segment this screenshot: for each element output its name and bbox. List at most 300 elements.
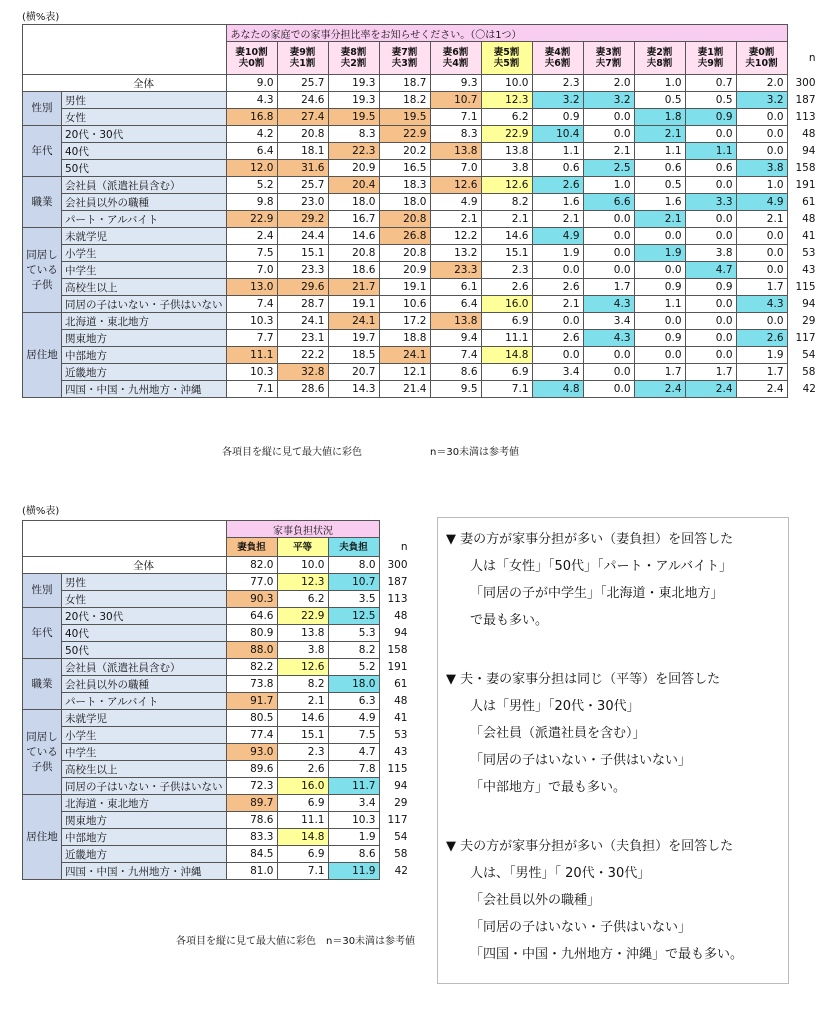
cell-value: 10.7 <box>430 92 481 109</box>
cell-value: 18.0 <box>379 194 430 211</box>
cell-value: 4.3 <box>583 296 634 313</box>
cell-value: 19.3 <box>328 75 379 92</box>
cell-value: 0.0 <box>736 245 787 262</box>
cell-value: 2.3 <box>481 262 532 279</box>
cell-value: 29.6 <box>277 279 328 296</box>
row-label: パート・アルバイト <box>62 211 227 228</box>
row-group-text: 同居し <box>26 248 58 261</box>
cell-value: 22.3 <box>328 143 379 160</box>
row-label: 中学生 <box>62 262 227 279</box>
table-row <box>23 381 819 398</box>
cell-value: 8.6 <box>328 846 379 863</box>
table-row <box>23 727 411 744</box>
cell-value: 1.0 <box>583 177 634 194</box>
column-header <box>379 42 430 75</box>
row-group-text: 子供 <box>31 278 53 291</box>
row-group <box>23 659 62 710</box>
cell-value: 0.7 <box>685 75 736 92</box>
cell-value: 2.6 <box>481 279 532 296</box>
cell-value: 1.0 <box>736 177 787 194</box>
cell-value: 0.9 <box>532 109 583 126</box>
column-header <box>226 42 277 75</box>
cell-value: 10.4 <box>532 126 583 143</box>
cell-value: 7.8 <box>328 761 379 778</box>
cell-value: 3.8 <box>277 642 328 659</box>
cell-value: 6.4 <box>430 296 481 313</box>
cell-value: 6.9 <box>277 795 328 812</box>
cell-value: 2.4 <box>736 381 787 398</box>
cell-value: 17.2 <box>379 313 430 330</box>
cell-n: 42 <box>802 383 816 395</box>
cell-value: 4.8 <box>532 381 583 398</box>
cell-value: 20.8 <box>379 211 430 228</box>
table-row <box>23 160 819 177</box>
table1-tag: (横%表) <box>22 12 60 23</box>
cell-value: 20.8 <box>277 126 328 143</box>
cell-value: 0.0 <box>685 126 736 143</box>
cell-value: 4.9 <box>532 228 583 245</box>
column-header-top: 妻1割 <box>697 47 724 58</box>
cell-value: 24.6 <box>277 92 328 109</box>
cell-value: 14.8 <box>481 347 532 364</box>
cell-value: 22.9 <box>226 211 277 228</box>
row-group <box>23 313 62 398</box>
row-label: 全体 <box>62 75 227 92</box>
cell-value: 4.7 <box>685 262 736 279</box>
column-header: 夫負担 <box>328 538 379 557</box>
cell-value: 19.7 <box>328 330 379 347</box>
cell-value: 0.0 <box>685 347 736 364</box>
cell-value: 0.0 <box>685 211 736 228</box>
cell-value: 1.1 <box>685 143 736 160</box>
row-group <box>23 228 62 313</box>
cell-value: 3.8 <box>736 160 787 177</box>
header-blank <box>23 25 227 75</box>
column-header-bottom: 夫4割 <box>442 58 469 69</box>
cell-value: 11.1 <box>277 812 328 829</box>
summary-line: 「同居の子が中学生」「北海道・東北地方」 <box>470 586 724 601</box>
cell-value: 7.5 <box>328 727 379 744</box>
cell-value: 1.7 <box>736 279 787 296</box>
row-group-text: 性別 <box>31 102 53 114</box>
cell-value: 18.5 <box>328 347 379 364</box>
column-header-top: 妻6割 <box>442 47 469 58</box>
n-header: n <box>400 541 408 553</box>
table-row <box>23 591 411 608</box>
row-group-blank <box>23 557 62 574</box>
cell-value: 7.4 <box>430 347 481 364</box>
cell-value: 0.0 <box>583 347 634 364</box>
cell-value: 28.7 <box>277 296 328 313</box>
table-row <box>23 347 819 364</box>
table-row <box>23 364 819 381</box>
row-label: 20代・30代 <box>62 608 227 625</box>
cell-value: 15.1 <box>277 727 328 744</box>
row-label: 男性 <box>62 92 227 109</box>
row-group <box>23 795 62 880</box>
column-header-top: 妻2割 <box>646 47 673 58</box>
cell-n: 187 <box>795 94 816 106</box>
row-group-text: 年代 <box>31 144 53 157</box>
cell-value: 72.3 <box>226 778 277 795</box>
table-row <box>23 262 819 279</box>
cell-value: 82.2 <box>226 659 277 676</box>
summary-line: 「中部地方」で最も多い。 <box>470 780 627 795</box>
cell-value: 0.5 <box>685 92 736 109</box>
cell-value: 20.8 <box>379 245 430 262</box>
cell-value: 8.3 <box>430 126 481 143</box>
cell-value: 6.9 <box>481 313 532 330</box>
cell-value: 15.1 <box>277 245 328 262</box>
cell-value: 12.6 <box>481 177 532 194</box>
share-ratio-table <box>22 24 819 398</box>
row-label: 北海道・東北地方 <box>62 313 227 330</box>
cell-value: 10.3 <box>226 313 277 330</box>
table-row <box>23 228 819 245</box>
cell-value: 0.0 <box>634 347 685 364</box>
cell-value: 81.0 <box>226 863 277 880</box>
row-label: 40代 <box>62 625 227 642</box>
column-header-bottom: 夫8割 <box>646 58 673 69</box>
cell-value: 20.8 <box>328 245 379 262</box>
cell-value: 12.5 <box>328 608 379 625</box>
cell-value: 18.0 <box>328 676 379 693</box>
column-header <box>328 42 379 75</box>
cell-value: 8.0 <box>328 557 379 574</box>
cell-value: 9.4 <box>430 330 481 347</box>
n-blank <box>787 25 818 42</box>
summary-line: 人は、「男性」「 20代・30代」 <box>470 866 651 881</box>
row-label: 北海道・東北地方 <box>62 795 227 812</box>
cell-value: 0.0 <box>736 262 787 279</box>
cell-value: 7.1 <box>481 381 532 398</box>
cell-value: 2.3 <box>277 744 328 761</box>
cell-n: 94 <box>802 298 816 310</box>
cell-value: 19.5 <box>328 109 379 126</box>
cell-value: 24.1 <box>328 313 379 330</box>
table-row <box>23 676 411 693</box>
cell-value: 23.3 <box>277 262 328 279</box>
cell-value: 12.6 <box>277 659 328 676</box>
cell-value: 0.0 <box>583 245 634 262</box>
cell-value: 0.0 <box>736 143 787 160</box>
cell-value: 25.7 <box>277 177 328 194</box>
table-row <box>23 211 819 228</box>
cell-value: 10.7 <box>328 574 379 591</box>
row-label: 高校生以上 <box>62 761 227 778</box>
table-row <box>23 761 411 778</box>
cell-value: 18.8 <box>379 330 430 347</box>
row-group-text: 職業 <box>31 195 53 208</box>
cell-n: 61 <box>802 196 816 208</box>
cell-value: 1.7 <box>634 364 685 381</box>
cell-value: 5.2 <box>328 659 379 676</box>
n-header: n <box>808 52 816 64</box>
table-row <box>23 642 411 659</box>
cell-n: 191 <box>795 179 816 191</box>
cell-value: 2.4 <box>226 228 277 245</box>
row-label: 中部地方 <box>62 347 227 364</box>
column-header <box>430 42 481 75</box>
table-row <box>23 625 411 642</box>
table-row <box>23 75 819 92</box>
cell-value: 23.3 <box>430 262 481 279</box>
cell-value: 2.4 <box>634 381 685 398</box>
row-group <box>23 177 62 228</box>
cell-value: 12.3 <box>277 574 328 591</box>
cell-value: 18.0 <box>328 194 379 211</box>
cell-value: 0.0 <box>583 211 634 228</box>
cell-value: 7.0 <box>430 160 481 177</box>
cell-value: 1.1 <box>634 296 685 313</box>
cell-value: 2.1 <box>634 126 685 143</box>
cell-value: 16.8 <box>226 109 277 126</box>
table2-note: 各項目を縦に見て最大値に彩色 n＝30未満は参考値 <box>176 936 416 947</box>
table-row <box>23 659 411 676</box>
cell-value: 6.2 <box>481 109 532 126</box>
table-row <box>23 557 411 574</box>
cell-value: 0.0 <box>634 228 685 245</box>
cell-n: 41 <box>802 230 816 242</box>
cell-value: 3.8 <box>685 245 736 262</box>
row-group <box>23 710 62 795</box>
cell-value: 1.7 <box>583 279 634 296</box>
cell-value: 9.5 <box>430 381 481 398</box>
cell-value: 15.1 <box>481 245 532 262</box>
cell-value: 1.0 <box>634 75 685 92</box>
cell-value: 0.0 <box>583 381 634 398</box>
cell-value: 7.0 <box>226 262 277 279</box>
row-group-text: ている <box>26 263 58 276</box>
row-label: 40代 <box>62 143 227 160</box>
summary-line: 「会社員以外の職種」 <box>470 893 601 908</box>
column-header-top: 妻0割 <box>748 47 775 58</box>
row-label: 小学生 <box>62 727 227 744</box>
cell-value: 22.9 <box>277 608 328 625</box>
row-group-text: 居住地 <box>26 830 58 843</box>
cell-value: 29.2 <box>277 211 328 228</box>
column-header-bottom: 夫2割 <box>340 58 367 69</box>
cell-value: 8.3 <box>328 126 379 143</box>
row-label: 男性 <box>62 574 227 591</box>
header-blank <box>23 521 227 557</box>
cell-value: 2.3 <box>532 75 583 92</box>
cell-value: 6.3 <box>328 693 379 710</box>
row-label: 50代 <box>62 642 227 659</box>
table-row <box>23 109 819 126</box>
cell-value: 0.0 <box>532 313 583 330</box>
cell-n: 53 <box>802 247 816 259</box>
cell-n: 300 <box>387 559 408 571</box>
row-label: 同居の子はいない・子供はいない <box>62 778 227 795</box>
cell-value: 6.1 <box>430 279 481 296</box>
cell-n: 158 <box>387 644 408 656</box>
cell-value: 64.6 <box>226 608 277 625</box>
table-row <box>23 744 411 761</box>
cell-value: 16.7 <box>328 211 379 228</box>
cell-value: 9.0 <box>226 75 277 92</box>
cell-value: 0.6 <box>634 160 685 177</box>
row-label: 小学生 <box>62 245 227 262</box>
column-header <box>583 42 634 75</box>
cell-value: 80.5 <box>226 710 277 727</box>
summary-line: ▼ 妻の方が家事分担が多い（妻負担）を回答した <box>446 532 734 547</box>
row-label: 女性 <box>62 109 227 126</box>
summary-line: で最も多い。 <box>470 613 549 628</box>
cell-value: 18.6 <box>328 262 379 279</box>
table-row <box>23 574 411 591</box>
cell-value: 77.4 <box>226 727 277 744</box>
row-label: 会社員（派遣社員含む） <box>62 659 227 676</box>
table-row <box>23 693 411 710</box>
cell-value: 2.0 <box>583 75 634 92</box>
cell-n: 191 <box>387 661 408 673</box>
cell-value: 1.9 <box>328 829 379 846</box>
row-label: 近畿地方 <box>62 846 227 863</box>
column-header-top: 妻10割 <box>235 47 268 58</box>
cell-value: 9.3 <box>430 75 481 92</box>
cell-value: 10.0 <box>277 557 328 574</box>
column-header-top: 妻7割 <box>391 47 418 58</box>
row-label: 近畿地方 <box>62 364 227 381</box>
cell-value: 12.1 <box>379 364 430 381</box>
summary-line: 「四国・中国・九州地方・沖縄」で最も多い。 <box>470 947 744 962</box>
cell-value: 20.9 <box>379 262 430 279</box>
cell-value: 1.7 <box>685 364 736 381</box>
cell-value: 0.6 <box>532 160 583 177</box>
row-label: 会社員（派遣社員含む） <box>62 177 227 194</box>
cell-value: 16.0 <box>481 296 532 313</box>
cell-value: 0.0 <box>583 262 634 279</box>
cell-n: 94 <box>802 145 816 157</box>
row-label: 中学生 <box>62 744 227 761</box>
cell-value: 80.9 <box>226 625 277 642</box>
cell-value: 4.2 <box>226 126 277 143</box>
cell-value: 20.7 <box>328 364 379 381</box>
cell-value: 16.5 <box>379 160 430 177</box>
cell-n: 117 <box>795 332 816 344</box>
cell-value: 4.7 <box>328 744 379 761</box>
cell-value: 7.7 <box>226 330 277 347</box>
table-row <box>23 313 819 330</box>
cell-n: 187 <box>387 576 408 588</box>
cell-value: 82.0 <box>226 557 277 574</box>
cell-value: 7.5 <box>226 245 277 262</box>
cell-value: 89.7 <box>226 795 277 812</box>
cell-value: 22.9 <box>481 126 532 143</box>
row-label: 中部地方 <box>62 829 227 846</box>
cell-value: 0.0 <box>583 228 634 245</box>
cell-value: 0.0 <box>685 296 736 313</box>
cell-value: 2.1 <box>481 211 532 228</box>
column-header-top: 妻9割 <box>289 47 316 58</box>
cell-n: 48 <box>802 128 816 140</box>
table-row <box>23 92 819 109</box>
cell-value: 18.2 <box>379 92 430 109</box>
cell-value: 13.8 <box>277 625 328 642</box>
cell-value: 0.0 <box>736 228 787 245</box>
cell-value: 93.0 <box>226 744 277 761</box>
table-row <box>23 279 819 296</box>
cell-value: 5.2 <box>226 177 277 194</box>
table-row <box>23 143 819 160</box>
cell-value: 0.0 <box>634 262 685 279</box>
cell-value: 89.6 <box>226 761 277 778</box>
cell-value: 0.9 <box>685 279 736 296</box>
cell-value: 83.3 <box>226 829 277 846</box>
cell-value: 2.6 <box>532 330 583 347</box>
cell-value: 3.2 <box>583 92 634 109</box>
row-label: 四国・中国・九州地方・沖縄 <box>62 863 227 880</box>
cell-value: 0.0 <box>634 313 685 330</box>
cell-value: 21.4 <box>379 381 430 398</box>
table-row <box>23 245 819 262</box>
cell-value: 8.2 <box>481 194 532 211</box>
column-header-bottom: 夫10割 <box>745 58 778 69</box>
cell-value: 7.1 <box>226 381 277 398</box>
question-header: 家事負担状況 <box>226 521 379 538</box>
cell-value: 4.9 <box>430 194 481 211</box>
cell-value: 28.6 <box>277 381 328 398</box>
summary-textbox <box>437 517 789 984</box>
row-group-text: 性別 <box>31 584 53 596</box>
n-blank <box>379 521 410 538</box>
cell-value: 0.6 <box>685 160 736 177</box>
cell-value: 32.8 <box>277 364 328 381</box>
cell-value: 1.6 <box>532 194 583 211</box>
row-label: 高校生以上 <box>62 279 227 296</box>
cell-value: 11.1 <box>226 347 277 364</box>
cell-value: 14.8 <box>277 829 328 846</box>
row-label: 50代 <box>62 160 227 177</box>
column-header-bottom: 夫3割 <box>391 58 418 69</box>
column-header-bottom: 夫9割 <box>697 58 724 69</box>
cell-value: 0.9 <box>634 279 685 296</box>
cell-value: 3.4 <box>328 795 379 812</box>
column-header <box>481 42 532 75</box>
row-label: パート・アルバイト <box>62 693 227 710</box>
cell-value: 4.3 <box>583 330 634 347</box>
cell-value: 10.6 <box>379 296 430 313</box>
row-group <box>23 126 62 177</box>
cell-value: 2.1 <box>430 211 481 228</box>
cell-value: 2.1 <box>532 211 583 228</box>
cell-value: 11.9 <box>328 863 379 880</box>
cell-value: 13.0 <box>226 279 277 296</box>
cell-value: 3.8 <box>481 160 532 177</box>
cell-value: 0.0 <box>532 262 583 279</box>
cell-value: 10.3 <box>328 812 379 829</box>
cell-n: 94 <box>394 780 408 792</box>
cell-value: 1.9 <box>532 245 583 262</box>
table1-note-right: n＝30未満は参考値 <box>430 447 520 458</box>
cell-value: 5.3 <box>328 625 379 642</box>
cell-n: 300 <box>795 77 816 89</box>
cell-value: 18.3 <box>379 177 430 194</box>
summary-line: 「同居の子はいない・子供はいない」 <box>470 920 692 935</box>
cell-value: 25.7 <box>277 75 328 92</box>
cell-n: 58 <box>802 366 816 378</box>
cell-value: 1.6 <box>634 194 685 211</box>
table-row <box>23 608 411 625</box>
cell-n: 29 <box>394 797 408 809</box>
cell-value: 13.8 <box>430 313 481 330</box>
cell-value: 24.4 <box>277 228 328 245</box>
cell-value: 6.9 <box>277 846 328 863</box>
row-group <box>23 608 62 659</box>
cell-value: 2.1 <box>277 693 328 710</box>
row-group-text: 職業 <box>31 677 53 690</box>
